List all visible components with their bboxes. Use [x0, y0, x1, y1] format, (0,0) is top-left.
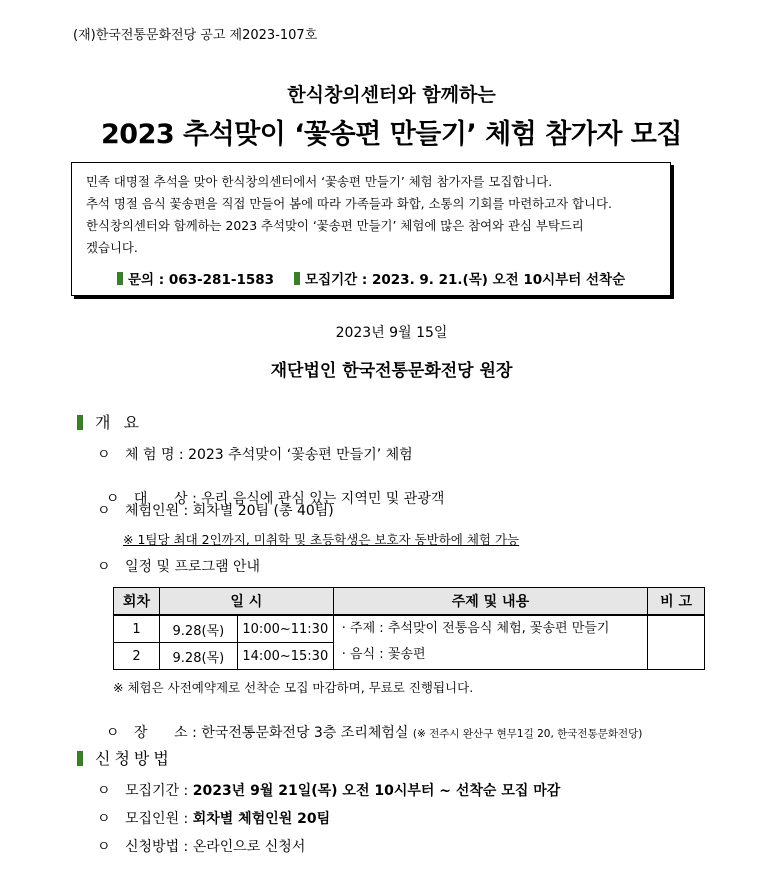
table-row — [114, 615, 705, 643]
content-line: · 주제 : 추석맞이 전통음식 체험, 꽃송편 만들기 — [341, 621, 610, 636]
section-heading-overview — [77, 410, 143, 433]
circle-bullet-icon: ㅇ — [97, 447, 111, 463]
method-text: 신청방법 : 온라인으로 신청서 — [125, 839, 306, 855]
circle-bullet-icon: ㅇ — [105, 491, 120, 507]
recruit-value: 회차별 체험인원 20팀 — [192, 811, 331, 827]
page-title: 2023 추석맞이 ‘꽃송편 만들기’ 체험 참가자 모집 — [101, 119, 682, 150]
intro-line: 민족 대명절 추석을 맞아 한식창의센터에서 ‘꽃송편 만들기’ 체험 참가자를 모집합니다. — [86, 174, 553, 189]
notice-number: (재)한국전통문화전당 공고 제2023-107호 — [73, 28, 318, 43]
schedule-table — [113, 587, 705, 670]
participants-text: 체험인원 : 회차별 20팀 (총 40팀) — [125, 503, 334, 519]
subtitle: 한식창의센터와 함께하는 — [287, 84, 496, 106]
bullet-method — [97, 836, 305, 856]
recruit-label: 모집인원 : — [125, 811, 193, 827]
participants-note: ※ 1팀당 최대 2인까지, 미취학 및 초등학생은 보호자 동반하에 체험 가능 — [123, 532, 520, 547]
intro-line: 추석 명절 음식 꽃송편을 직접 만들어 봄에 따라 가족들과 화합, 소통의 기회를 마련하고자 합니다. — [86, 196, 612, 211]
contact-item — [117, 272, 274, 288]
table-cell-round: 2 — [114, 643, 160, 670]
table-cell-time: 14:00~15:30 — [237, 643, 333, 670]
bullet-recruit-count — [97, 808, 330, 828]
section-heading-application — [77, 746, 173, 769]
table-cell-date: 9.28(목) — [159, 643, 237, 670]
circle-bullet-icon: ㅇ — [97, 559, 111, 575]
bullet-location — [97, 706, 642, 742]
square-bullet-icon — [294, 272, 300, 285]
contact-text: 문의 : 063-281-1583 — [128, 272, 275, 288]
table-cell-time: 10:00~11:30 — [237, 615, 333, 643]
square-bullet-icon — [77, 415, 83, 430]
table-cell-remark — [648, 615, 705, 670]
event-name-text: 체 험 명 : 2023 추석맞이 ‘꽃송편 만들기’ 체험 — [125, 447, 413, 463]
table-note: ※ 체험은 사전예약제로 선착순 모집 마감하며, 무료로 진행됩니다. — [113, 680, 474, 695]
intro-text — [86, 171, 666, 259]
table-header-cell: 일 시 — [159, 588, 333, 616]
bullet-event-name — [97, 444, 413, 464]
intro-line: 한식창의센터와 함께하는 2023 추석맞이 ‘꽃송편 만들기’ 체험에 많은 참여와 관심 부탁드리 — [86, 218, 584, 233]
schedule-label: 일정 및 프로그램 안내 — [125, 559, 261, 575]
period-text: 모집기간 : 2023. 9. 21.(목) 오전 10시부터 선착순 — [305, 272, 626, 288]
circle-bullet-icon: ㅇ — [97, 503, 111, 519]
table-header-cell: 비 고 — [648, 588, 705, 616]
section-heading-text: 신청방법 — [95, 749, 173, 768]
organization: 재단법인 한국전통문화전당 원장 — [270, 361, 513, 381]
content-line: · 음식 : 꽃송편 — [341, 647, 426, 662]
square-bullet-icon — [117, 272, 123, 285]
circle-bullet-icon: ㅇ — [97, 811, 111, 827]
intro-box — [71, 162, 671, 296]
table-cell-round: 1 — [114, 615, 160, 643]
intro-contacts — [117, 268, 645, 288]
bullet-participants — [97, 500, 334, 520]
period-item — [294, 272, 625, 288]
location-text: 장 소 : 한국전통문화전당 3층 조리체험실 — [133, 725, 409, 741]
bullet-schedule — [97, 556, 260, 576]
table-cell-date: 9.28(목) — [159, 615, 237, 643]
table-header-cell: 회차 — [114, 588, 160, 616]
table-header-cell: 주제 및 내용 — [333, 588, 647, 616]
period-value: 2023년 9월 21일(목) 오전 10시부터 ~ 선착순 모집 마감 — [192, 783, 561, 799]
notice-date: 2023년 9월 15일 — [335, 325, 448, 341]
section-heading-text: 개 요 — [95, 413, 143, 432]
table-header-row — [114, 588, 705, 616]
square-bullet-icon — [77, 751, 83, 766]
bullet-period — [97, 780, 560, 800]
target-text: 대 상 : 우리 음식에 관심 있는 지역민 및 관광객 — [133, 491, 445, 507]
period-label: 모집기간 : — [125, 783, 193, 799]
intro-line: 겠습니다. — [86, 240, 138, 255]
circle-bullet-icon: ㅇ — [97, 839, 111, 855]
circle-bullet-icon: ㅇ — [105, 725, 120, 741]
table-cell-content — [333, 615, 647, 670]
location-note: (※ 전주시 완산구 현무1길 20, 한국전통문화전당) — [412, 728, 643, 740]
circle-bullet-icon: ㅇ — [97, 783, 111, 799]
